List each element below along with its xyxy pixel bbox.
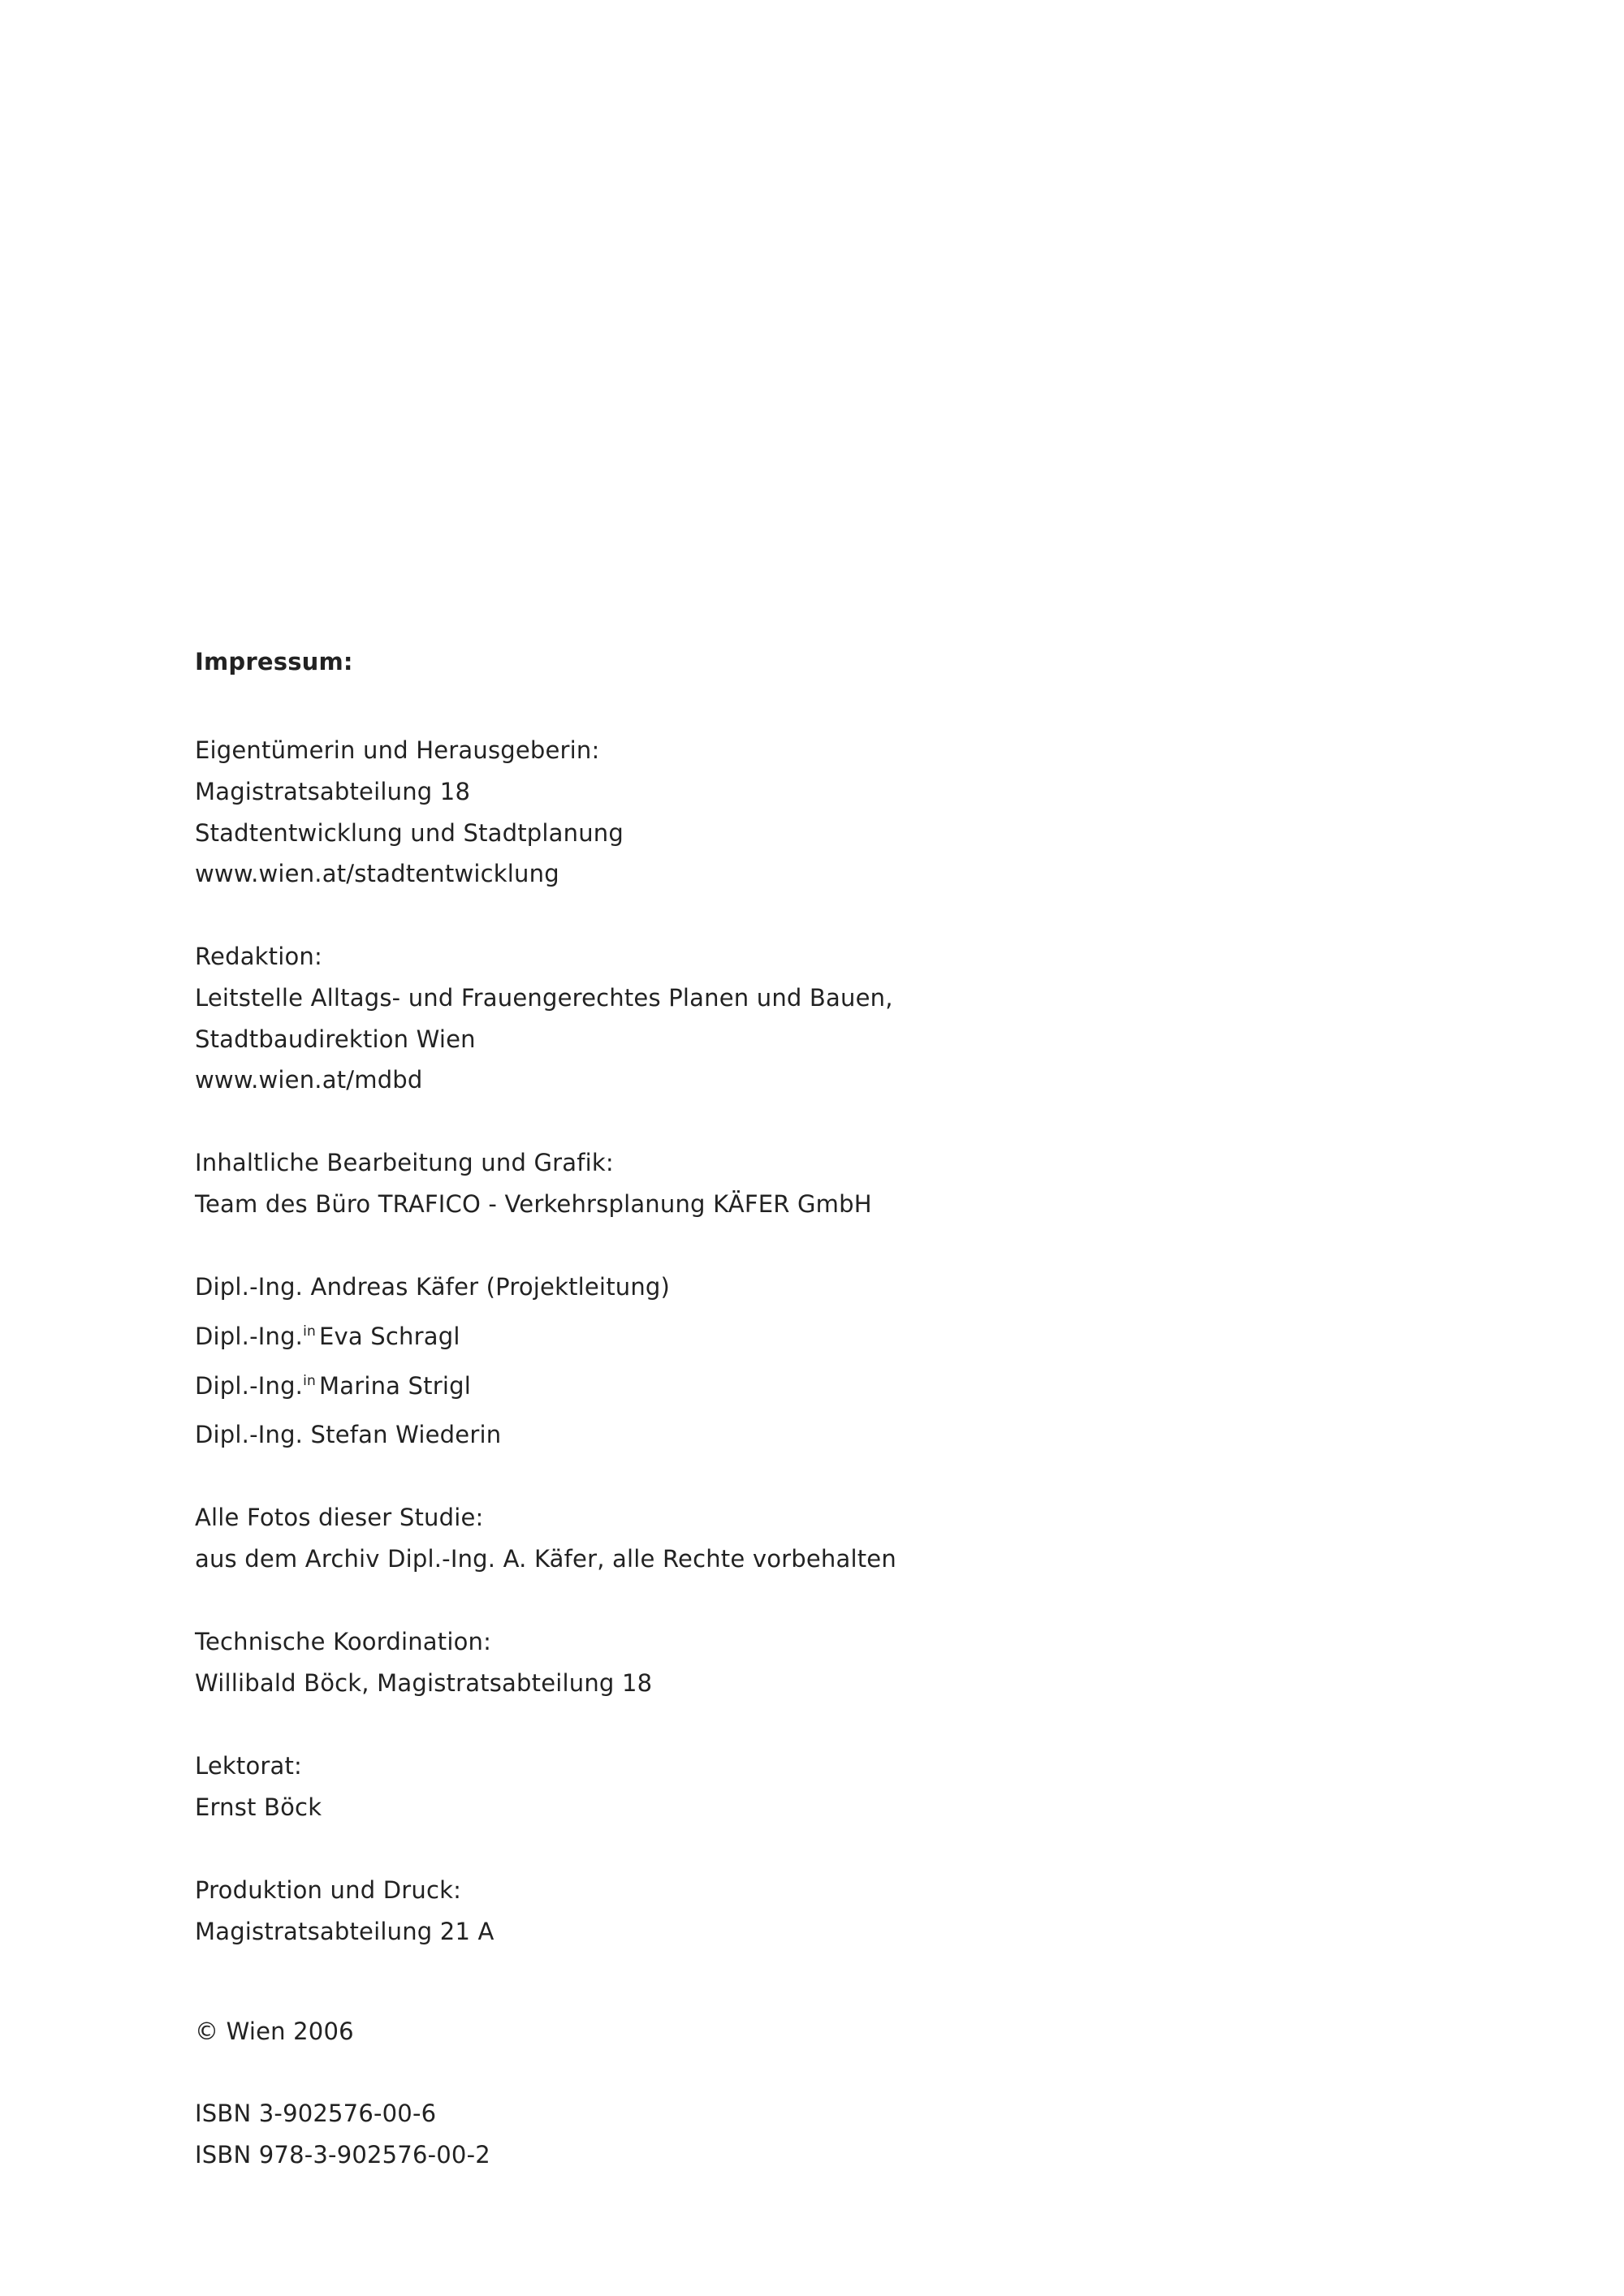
proofreader: Ernst Böck: [195, 1793, 322, 1821]
production-department: Magistratsabteilung 21 A: [195, 1918, 495, 1945]
team-member-name: Andreas Käfer (Projektleitung): [310, 1273, 671, 1301]
editorial-url: www.wien.at/mdbd: [195, 1066, 423, 1094]
team-member-title: Dipl.-Ing.: [195, 1323, 304, 1350]
proofreading-label: Lektorat:: [195, 1752, 303, 1780]
isbn-10: ISBN 3-902576-00-6: [195, 2100, 437, 2127]
owner-url: www.wien.at/stadtentwicklung: [195, 860, 559, 887]
content-team: Team des Büro TRAFICO - Verkehrsplanung KÄFER GmbH: [195, 1190, 872, 1218]
imprint-heading: Impressum:: [195, 648, 353, 675]
team-member-title-suffix: in: [303, 1373, 317, 1390]
team-member: [195, 1322, 460, 1351]
editorial-label: Redaktion:: [195, 943, 322, 970]
team-member-title: Dipl.-Ing.: [195, 1421, 304, 1448]
team-member: [195, 1371, 471, 1400]
owner-department: Magistratsabteilung 18: [195, 778, 471, 805]
team-member-title: Dipl.-Ing.: [195, 1273, 304, 1301]
technical-coordinator: Willibald Böck, Magistratsabteilung 18: [195, 1669, 653, 1697]
editorial-office: Leitstelle Alltags- und Frauengerechtes Planen und Bauen,: [195, 984, 893, 1012]
copyright-notice: © Wien 2006: [195, 2018, 354, 2045]
photos-label: Alle Fotos dieser Studie:: [195, 1504, 484, 1531]
team-member: [195, 1272, 670, 1301]
editorial-directorate: Stadtbaudirektion Wien: [195, 1025, 476, 1053]
production-label: Produktion und Druck:: [195, 1876, 462, 1904]
owner-label: Eigentümerin und Herausgeberin:: [195, 736, 600, 764]
team-member-title-suffix: in: [303, 1323, 317, 1340]
photos-credit: aus dem Archiv Dipl.-Ing. A. Käfer, alle Rechte vorbehalten: [195, 1545, 896, 1573]
team-member-name: Stefan Wiederin: [310, 1421, 502, 1448]
team-member-title: Dipl.-Ing.: [195, 1372, 304, 1400]
isbn-13: ISBN 978-3-902576-00-2: [195, 2141, 490, 2169]
content-label: Inhaltliche Bearbeitung und Grafik:: [195, 1149, 614, 1176]
team-member: [195, 1420, 501, 1449]
technical-label: Technische Koordination:: [195, 1628, 492, 1655]
owner-department-name: Stadtentwicklung und Stadtplanung: [195, 819, 624, 847]
team-member-name: Marina Strigl: [319, 1372, 471, 1400]
team-member-name: Eva Schragl: [319, 1323, 460, 1350]
